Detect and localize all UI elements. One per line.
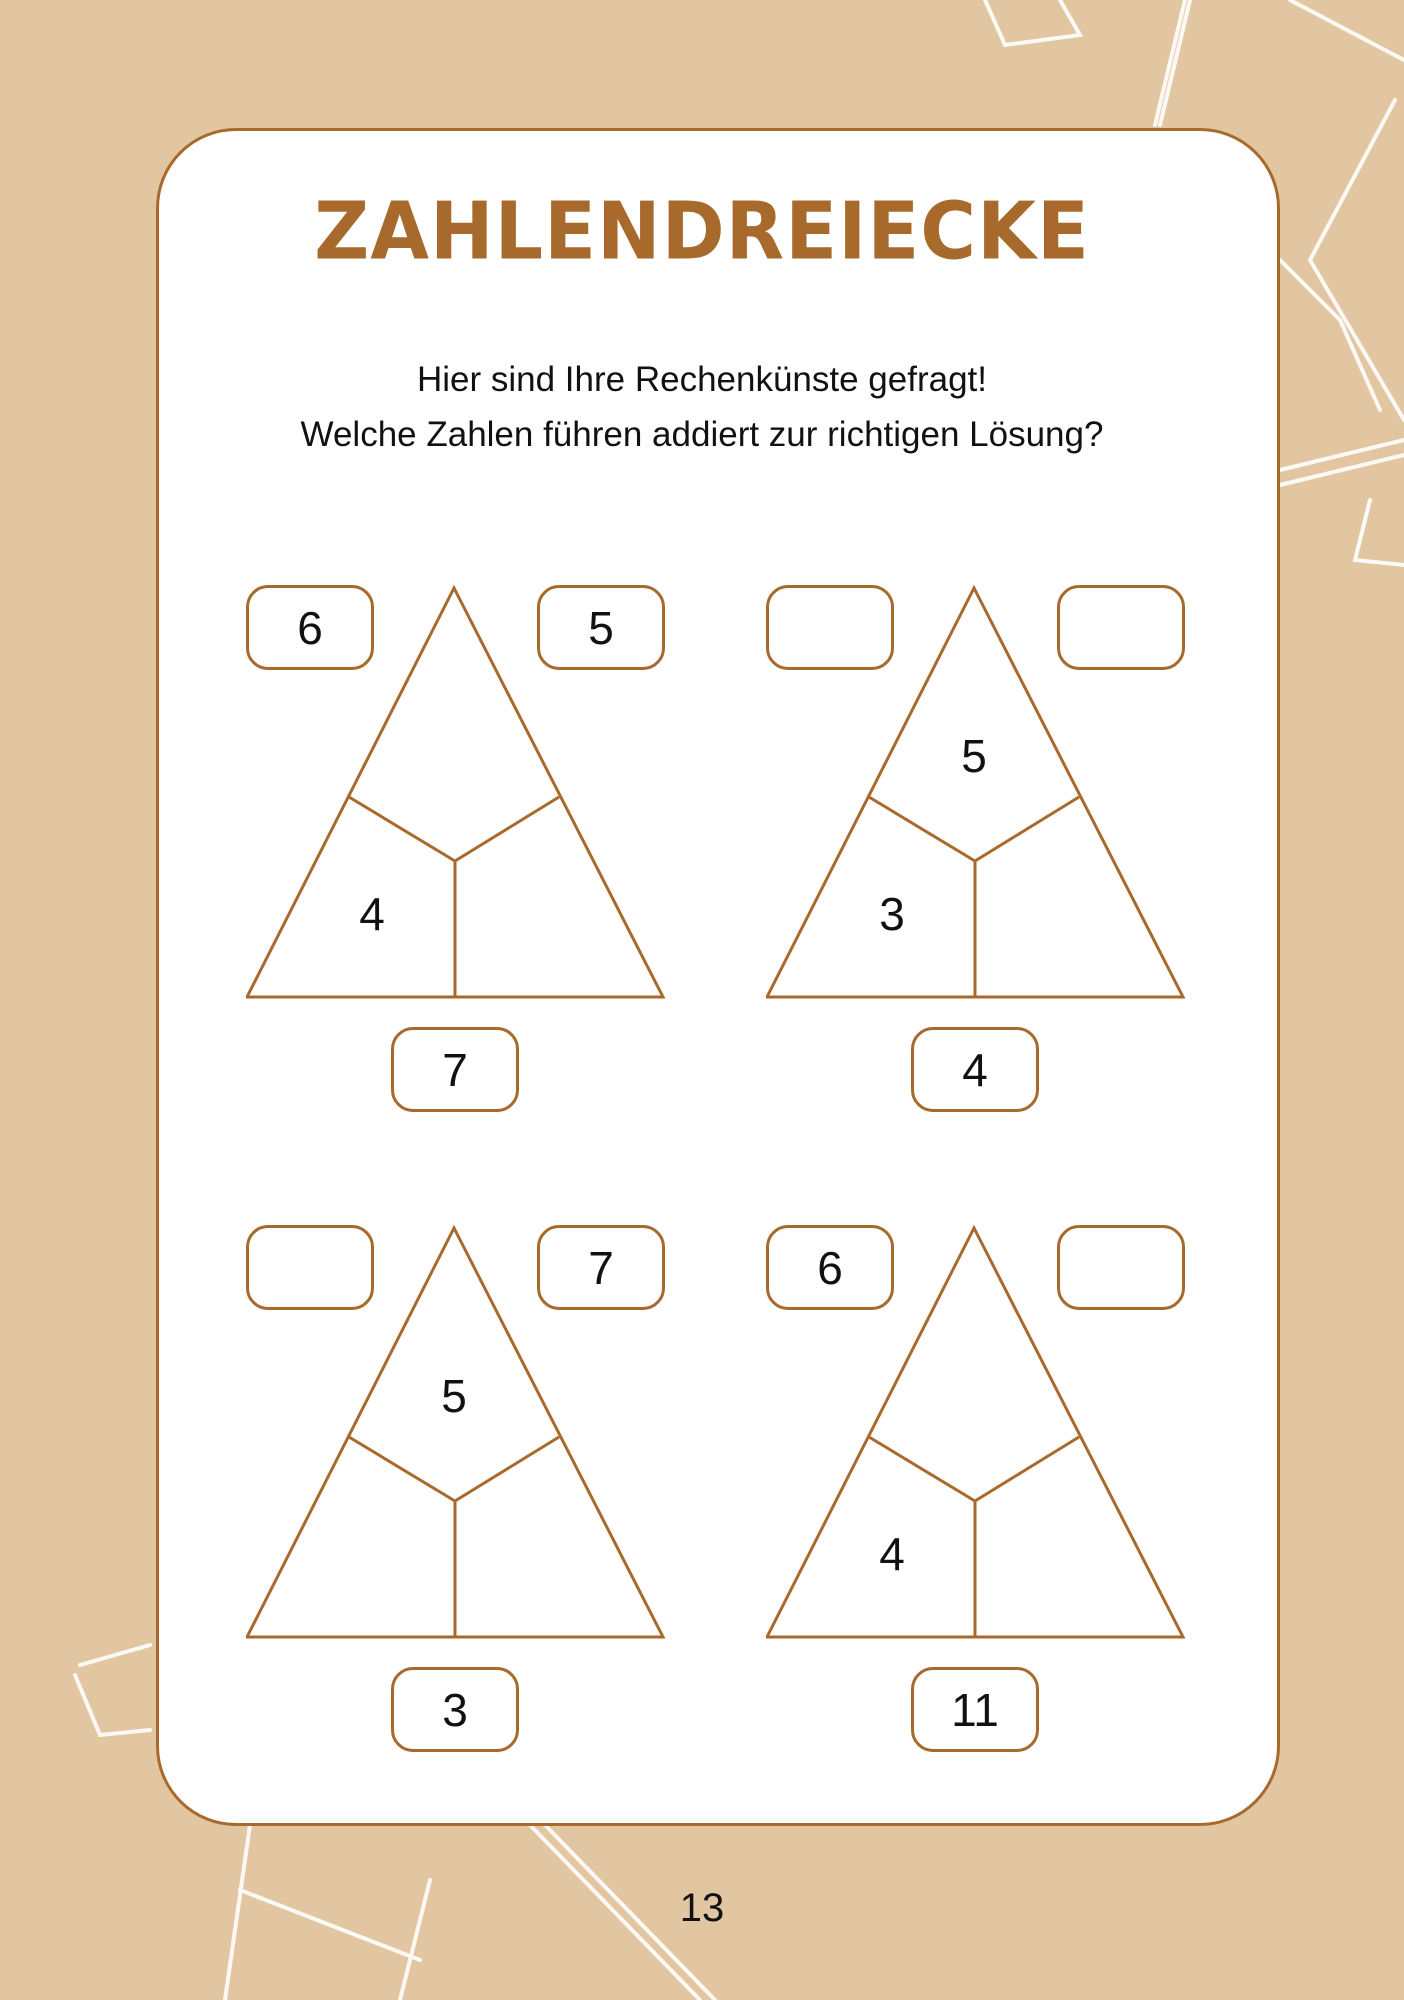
instructions-line-1: Hier sind Ihre Rechenkünste gefragt! xyxy=(416,360,988,399)
answer-box-bottom[interactable]: 7 xyxy=(391,1027,519,1112)
region-left-value[interactable]: 4 xyxy=(879,1528,905,1580)
number-triangle-puzzle xyxy=(766,585,1186,1115)
region-top-value[interactable]: 5 xyxy=(441,1370,467,1422)
instructions-line-2: Welche Zahlen führen addiert zur richtigen Lösung? xyxy=(300,415,1104,454)
page-number: 13 xyxy=(679,1886,725,1930)
instructions xyxy=(0,352,1404,462)
answer-box-bottom[interactable]: 11 xyxy=(911,1667,1039,1752)
answer-box-bottom[interactable]: 3 xyxy=(391,1667,519,1752)
answer-box-top-left[interactable]: 6 xyxy=(766,1225,894,1310)
answer-box-top-left[interactable]: 6 xyxy=(246,585,374,670)
answer-box-top-right[interactable]: 5 xyxy=(537,585,665,670)
answer-box-top-right[interactable] xyxy=(1057,585,1185,670)
number-triangle-puzzle xyxy=(246,585,666,1115)
region-left-value[interactable]: 3 xyxy=(879,888,905,940)
region-left-value[interactable]: 4 xyxy=(359,888,385,940)
region-top-value[interactable]: 5 xyxy=(961,730,987,782)
answer-box-top-left[interactable] xyxy=(766,585,894,670)
answer-box-bottom[interactable]: 4 xyxy=(911,1027,1039,1112)
answer-box-top-left[interactable] xyxy=(246,1225,374,1310)
answer-box-top-right[interactable]: 7 xyxy=(537,1225,665,1310)
number-triangle-puzzle xyxy=(246,1225,666,1755)
page-title: ZAHLENDREIECKE xyxy=(314,183,1090,278)
number-triangle-puzzle xyxy=(766,1225,1186,1755)
answer-box-top-right[interactable] xyxy=(1057,1225,1185,1310)
